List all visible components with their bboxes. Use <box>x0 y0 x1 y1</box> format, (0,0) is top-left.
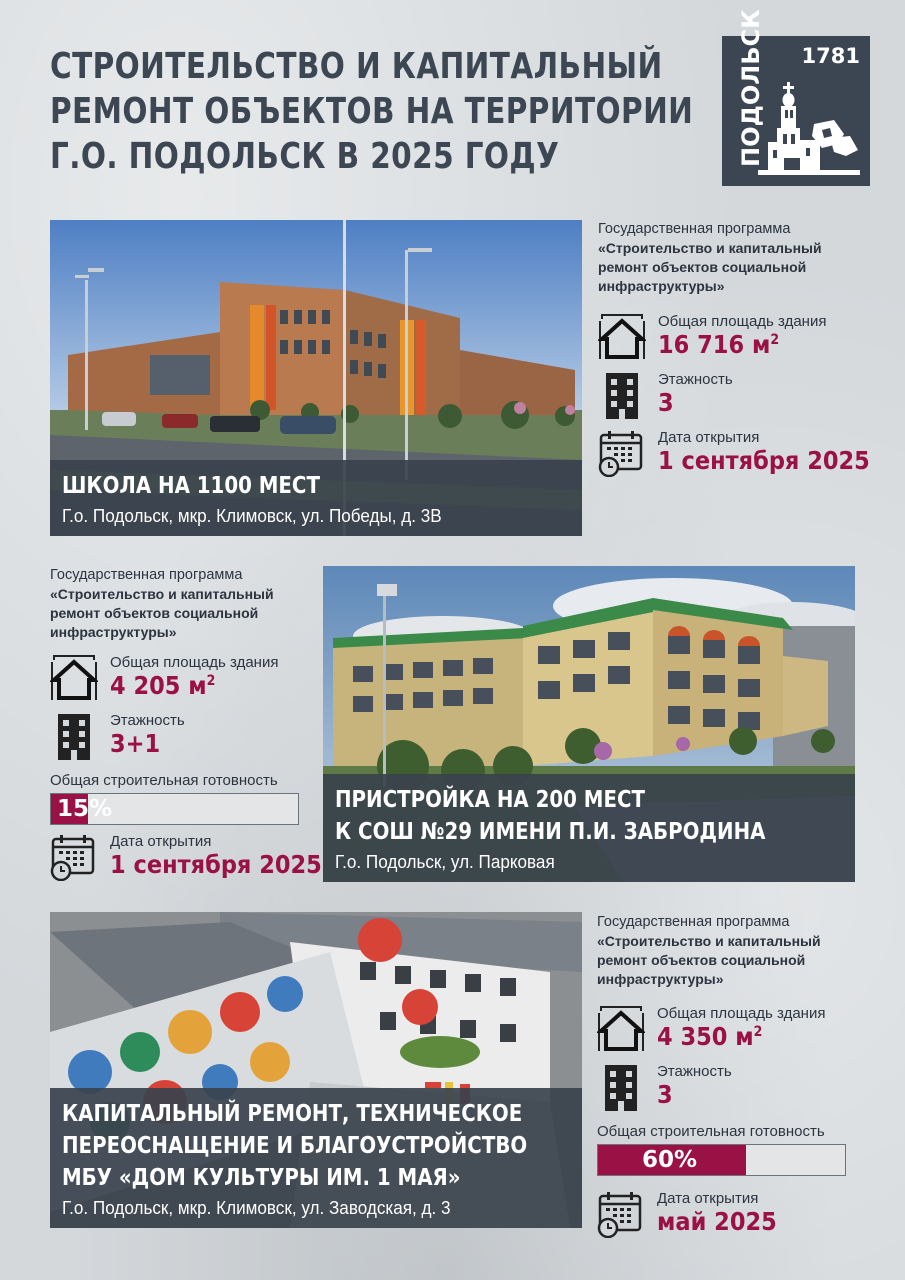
object-caption <box>323 774 855 882</box>
floors-value: 3 <box>657 1080 673 1109</box>
opening-label: Дата открытия <box>110 833 212 850</box>
podolsk-logo <box>722 9 870 186</box>
object-caption <box>50 1088 582 1228</box>
readiness-bar <box>50 793 299 825</box>
house-area-icon <box>598 313 646 361</box>
floors-value: 3 <box>658 388 674 417</box>
area-value: 4 205 $м^2$ <box>110 671 216 700</box>
program-label: Государственная программа <box>597 914 790 930</box>
area-label: Общая площадь здания <box>658 313 827 330</box>
title-line: Г.О. ПОДОЛЬСК В 2025 ГОДУ <box>50 136 560 177</box>
church-emblem-icon <box>754 44 864 184</box>
object-title: КАПИТАЛЬНЫЙ РЕМОНТ, ТЕХНИЧЕСКОЕ <box>62 1101 523 1127</box>
area-value: 16 716 $м^2$ <box>658 330 780 359</box>
logo-year: 1781 <box>801 44 860 68</box>
area-stat <box>597 1005 852 1063</box>
object-address: Г.о. Подольск, ул. Парковая <box>335 852 555 872</box>
school-photo <box>50 220 582 536</box>
building-floors-icon <box>597 1063 645 1111</box>
floors-label: Этажность <box>657 1063 732 1080</box>
annex-photo <box>323 566 855 882</box>
floors-stat <box>597 1063 852 1121</box>
object-title: ПРИСТРОЙКА НА 200 МЕСТ <box>335 787 645 813</box>
object-info <box>597 913 852 1248</box>
culture-house-photo <box>50 912 582 1228</box>
floors-label: Этажность <box>110 712 185 729</box>
readiness-label: Общая строительная готовность <box>597 1123 825 1140</box>
object-address: Г.о. Подольск, мкр. Климовск, ул. Заводская, д. 3 <box>62 1198 451 1218</box>
title-line: СТРОИТЕЛЬСТВО И КАПИТАЛЬНЫЙ <box>50 46 663 87</box>
opening-value: 1 сентября 2025 <box>110 850 322 879</box>
area-stat <box>50 654 310 712</box>
program-name: «Строительство и капитальный ремонт объектов социальной инфраструктуры» <box>50 586 274 640</box>
program-name: «Строительство и капитальный ремонт объектов социальной инфраструктуры» <box>597 933 821 987</box>
opening-value: 1 сентября 2025 <box>658 446 870 475</box>
area-stat <box>598 313 868 371</box>
readiness-percent: 60% <box>642 1147 698 1173</box>
area-label: Общая площадь здания <box>657 1005 826 1022</box>
floors-stat <box>50 712 310 770</box>
area-value: 4 350 $м^2$ <box>657 1022 763 1051</box>
house-area-icon <box>597 1005 645 1053</box>
building-floors-icon <box>50 712 98 760</box>
calendar-clock-icon <box>598 429 646 477</box>
opening-value: май 2025 <box>657 1207 777 1236</box>
opening-stat <box>598 429 868 487</box>
readiness-percent: 15% <box>57 796 113 822</box>
logo-text: ПОДОЛЬСК <box>737 9 765 167</box>
program-name: «Строительство и капитальный ремонт объектов социальной инфраструктуры» <box>598 240 822 294</box>
object-info <box>50 566 322 891</box>
program-label: Государственная программа <box>50 567 243 583</box>
floors-value: 3+1 <box>110 729 161 758</box>
opening-stat <box>597 1190 852 1248</box>
floors-label: Этажность <box>658 371 733 388</box>
object-address: Г.о. Подольск, мкр. Климовск, ул. Победы, д. 3В <box>62 506 442 526</box>
title-line: РЕМОНТ ОБЪЕКТОВ НА ТЕРРИТОРИИ <box>50 91 694 132</box>
calendar-clock-icon <box>50 833 98 881</box>
calendar-clock-icon <box>597 1190 645 1238</box>
object-title: ПЕРЕОСНАЩЕНИЕ И БЛАГОУСТРОЙСТВО <box>62 1133 528 1159</box>
page-title <box>50 44 694 179</box>
opening-stat <box>50 833 322 891</box>
object-info <box>598 220 868 487</box>
opening-label: Дата открытия <box>657 1190 759 1207</box>
readiness-label: Общая строительная готовность <box>50 772 278 789</box>
readiness-bar <box>597 1144 846 1176</box>
area-label: Общая площадь здания <box>110 654 279 671</box>
house-area-icon <box>50 654 98 702</box>
building-floors-icon <box>598 371 646 419</box>
object-title: МБУ «ДОМ КУЛЬТУРЫ ИМ. 1 МАЯ» <box>62 1165 461 1191</box>
object-title: К СОШ №29 ИМЕНИ П.И. ЗАБРОДИНА <box>335 819 766 845</box>
floors-stat <box>598 371 868 429</box>
opening-label: Дата открытия <box>658 429 760 446</box>
object-title: ШКОЛА НА 1100 МЕСТ <box>62 473 320 499</box>
object-caption <box>50 460 582 536</box>
program-label: Государственная программа <box>598 221 791 237</box>
